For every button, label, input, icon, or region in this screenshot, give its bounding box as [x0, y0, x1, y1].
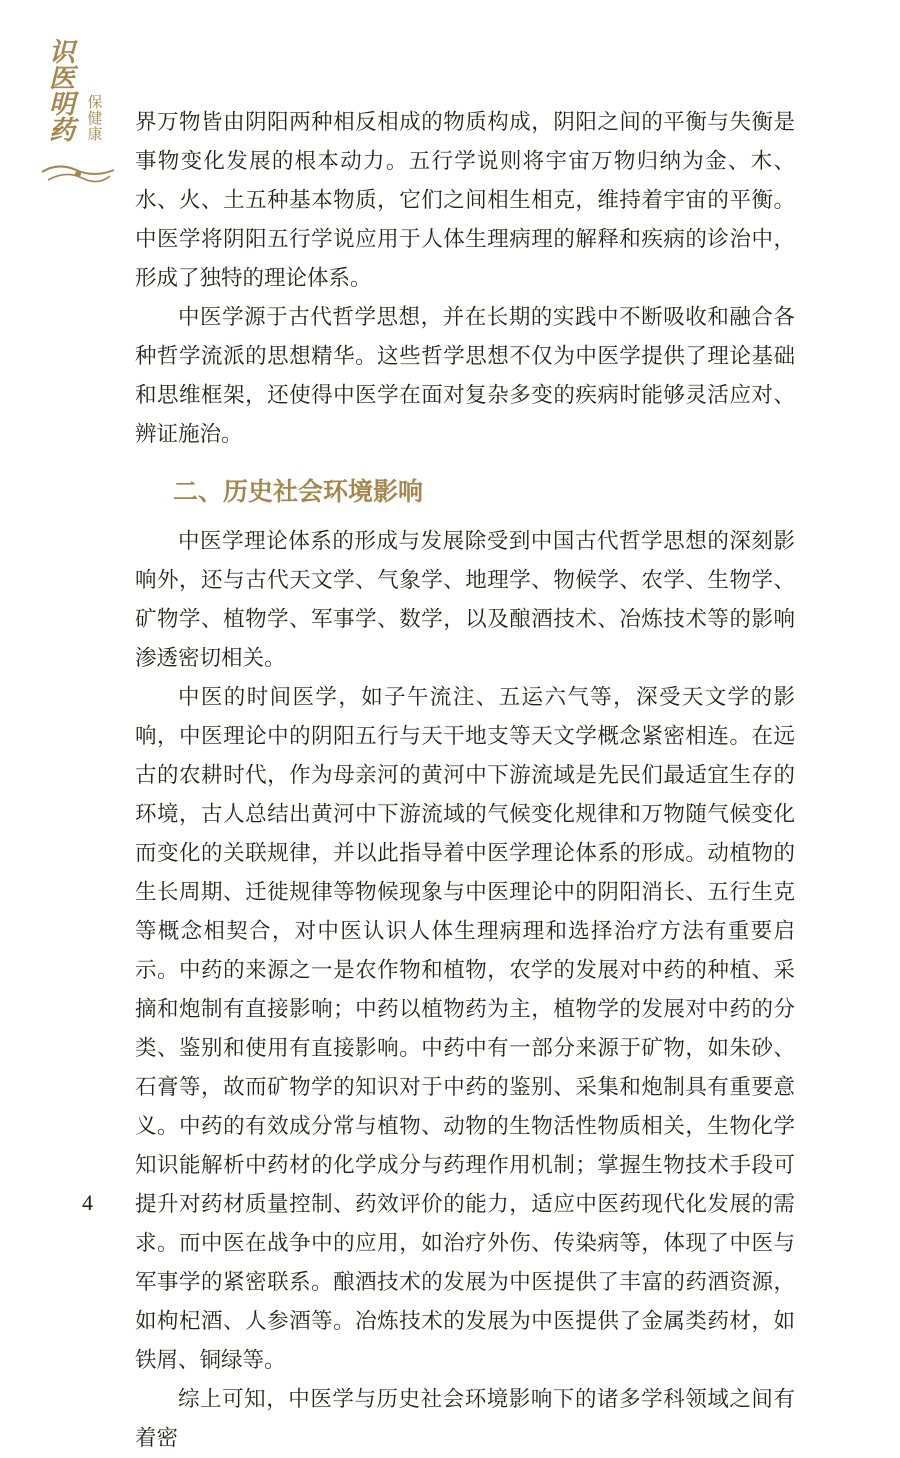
- logo-char: 药: [48, 116, 75, 146]
- body-paragraph: 中医学理论体系的形成与发展除受到中国古代哲学思想的深刻影响外，还与古代天文学、气象学、地理学、物候学、农学、生物学、矿物学、植物学、军事学、数学，以及酿酒技术、冶炼技术等的影响渗透密切相关。: [135, 529, 795, 671]
- page-body: [135, 103, 795, 1458]
- page-number: 4: [82, 1190, 93, 1215]
- body-paragraph: 中医的时间医学，如子午流注、五运六气等，深受天文学的影响，中医理论中的阴阳五行与天干地支等天文学概念紧密相连。在远古的农耕时代，作为母亲河的黄河中下游流域是先民们最适宜生存的环境，古人总结出黄河中下游流域的气候变化规律和万物随气候变化而变化的关联规律，并以此指导着中医学理论体系的形成。动植物的生长周期、迁徙规律等物候现象与中医理论中的阴阳消长、五行生克等概念相契合，对中医认识人体生理病理和选择治疗方法有重要启示。中药的来源之一是农作物和植物，农学的发展对中药的种植、采摘和炮制有直接影响；中药以植物药为主，植物学的发展对中药的分类、鉴别和使用有直接影响。中药中有一部分来源于矿物，如朱砂、石膏等，故而矿物学的知识对于中药的鉴别、采集和炮制具有重要意义。中药的有效成分常与植物、动物的生物活性物质相关，生物化学知识能解析中药材的化学成分与药理作用机制；掌握生物技术手段可提升对药材质量控制、药效评价的能力，适应中医药现代化发展的需求。而中医在战争中的应用，如治疗外伤、传染病等，体现了中医与军事学的紧密联系。酿酒技术的发展为中医提供了丰富的药酒资源，如枸杞酒、人参酒等。冶炼技术的发展为中医提供了金属类药材，如铁屑、铜绿等。: [135, 685, 795, 1373]
- flourish-ornament-icon: [38, 158, 118, 190]
- section-heading: 二、历史社会环境影响: [173, 477, 424, 506]
- body-paragraph: 综上可知，中医学与历史社会环境影响下的诸多学科领域之间有着密: [135, 1387, 795, 1451]
- logo-char: 明: [48, 90, 75, 120]
- logo-char: 医: [48, 64, 75, 94]
- book-logo: [38, 40, 118, 190]
- logo-char: 识: [48, 38, 75, 68]
- body-paragraph: 界万物皆由阴阳两种相反相成的物质构成，阴阳之间的平衡与失衡是事物变化发展的根本动力。五行学说则将宇宙万物归纳为金、木、水、火、土五种基本物质，它们之间相生相克，维持着宇宙的平衡。中医学将阴阳五行学说应用于人体生理病理的解释和疾病的诊治中，形成了独特的理论体系。: [135, 110, 795, 291]
- logo-sub-char: 健: [87, 109, 103, 127]
- logo-sub-char: 保: [87, 93, 103, 111]
- body-paragraph: 中医学源于古代哲学思想，并在长期的实践中不断吸收和融合各种哲学流派的思想精华。这些哲学思想不仅为中医学提供了理论基础和思维框架，还使得中医学在面对复杂多变的疾病时能够灵活应对、辨证施治。: [135, 305, 795, 447]
- logo-sub-text: [84, 94, 106, 142]
- logo-main-text: [40, 40, 84, 144]
- logo-sub-char: 康: [87, 125, 103, 143]
